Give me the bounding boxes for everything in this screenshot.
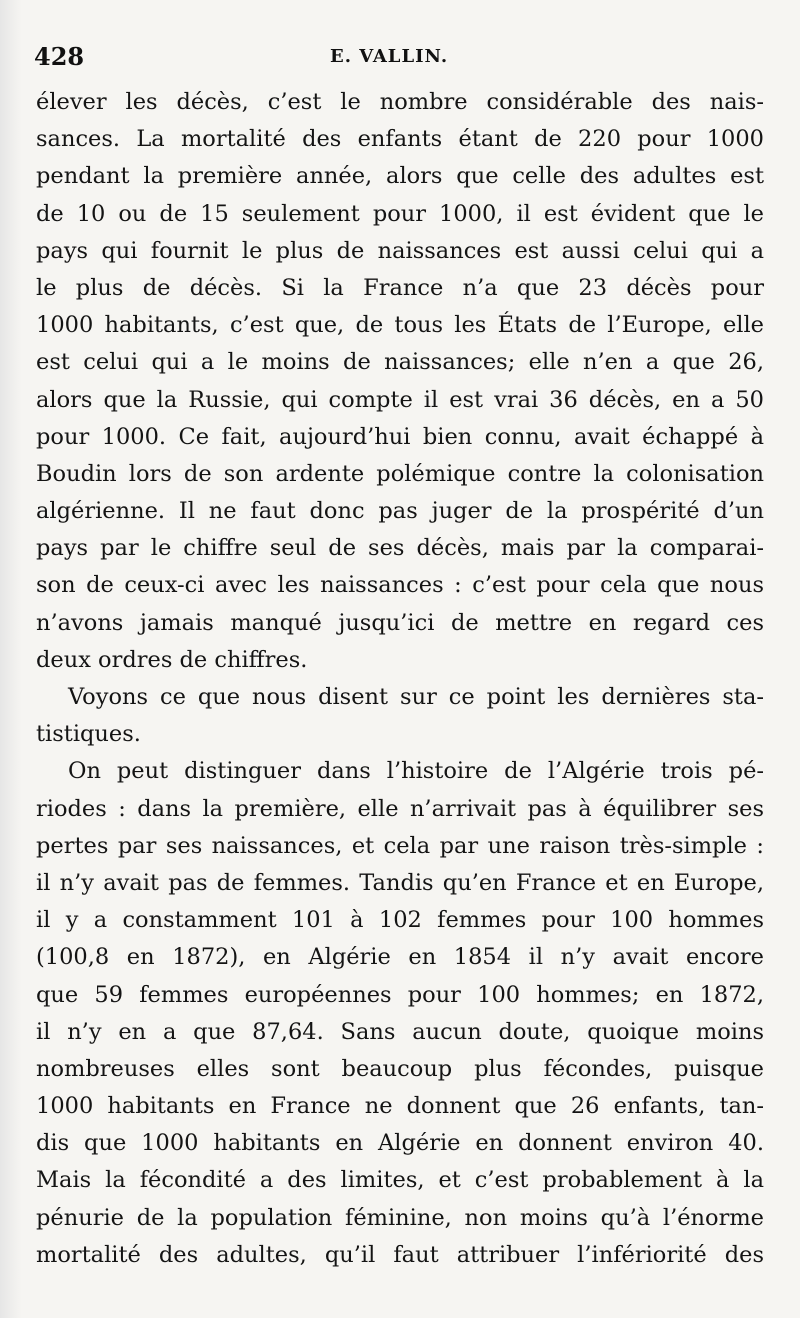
text-line: Voyons ce que nous disent sur ce point les dernières sta- [68,684,764,710]
text-line: pays qui fournit le plus de naissances est aussi celui qui a [36,237,764,264]
body-text [36,84,764,1274]
text-line: il n’y avait pas de femmes. Tandis qu’en France et en Europe, [36,869,764,896]
text-line: pendant la première année, alors que celle des adultes est [36,163,764,190]
text-line: pays par le chiffre seul de ses décès, mais par la comparai- [36,535,764,562]
text-line: Mais la fécondité a des limites, et c’est probablement à la [36,1167,764,1194]
text-line: deux ordres de chiffres. [36,646,308,673]
paragraph [36,679,764,753]
paragraph [36,84,764,679]
page-number: 428 [34,42,85,71]
text-line: Boudin lors de son ardente polémique contre la colonisation [36,460,764,487]
text-line: son de ceux-ci avec les naissances : c’est pour cela que nous [36,572,764,599]
text-line: il n’y en a que 87,64. Sans aucun doute, quoique moins [36,1018,764,1045]
text-line: On peut distinguer dans l’histoire de l’Algérie trois pé- [68,758,764,785]
text-line: le plus de décès. Si la France n’a que 23 décès pour [36,274,764,301]
text-line: tistiques. [36,721,141,748]
text-line: alors que la Russie, qui compte il est vrai 36 décès, en a 50 [36,386,764,413]
text-line: 1000 habitants en France ne donnent que 26 enfants, tan- [36,1093,764,1120]
page-header [34,42,774,76]
text-line: élever les décès, c’est le nombre considérable des nais- [36,89,764,115]
running-head: E. VALLIN. [330,46,449,67]
text-line: sances. La mortalité des enfants étant de 220 pour 1000 [36,126,764,153]
text-line: de 10 ou de 15 seulement pour 1000, il est évident que le [36,200,764,227]
text-line: (100,8 en 1872), en Algérie en 1854 il n’y avait encore [36,944,764,971]
text-line: algérienne. Il ne faut donc pas juger de la prospérité d’un [36,498,764,525]
page-gutter-shadow [0,0,22,1318]
text-line: riodes : dans la première, elle n’arrivait pas à équilibrer ses [36,795,764,822]
paragraph [36,753,764,1274]
text-line: est celui qui a le moins de naissances; elle n’en a que 26, [36,349,764,376]
text-line: pour 1000. Ce fait, aujourd’hui bien connu, avait échappé à [36,423,764,450]
text-line: pénurie de la population féminine, non moins qu’à l’énorme [36,1204,764,1231]
text-line: nombreuses elles sont beaucoup plus fécondes, puisque [36,1055,764,1082]
text-line: que 59 femmes européennes pour 100 hommes; en 1872, [36,981,764,1008]
text-line: mortalité des adultes, qu’il faut attribuer l’infériorité des [36,1241,764,1268]
text-line: 1000 habitants, c’est que, de tous les États de l’Europe, elle [36,312,764,339]
text-line: pertes par ses naissances, et cela par une raison très-simple : [36,832,764,859]
text-line: il y a constamment 101 à 102 femmes pour 100 hommes [36,907,764,934]
text-line: n’avons jamais manqué jusqu’ici de mettre en regard ces [36,609,764,636]
text-line: dis que 1000 habitants en Algérie en donnent environ 40. [36,1130,764,1157]
